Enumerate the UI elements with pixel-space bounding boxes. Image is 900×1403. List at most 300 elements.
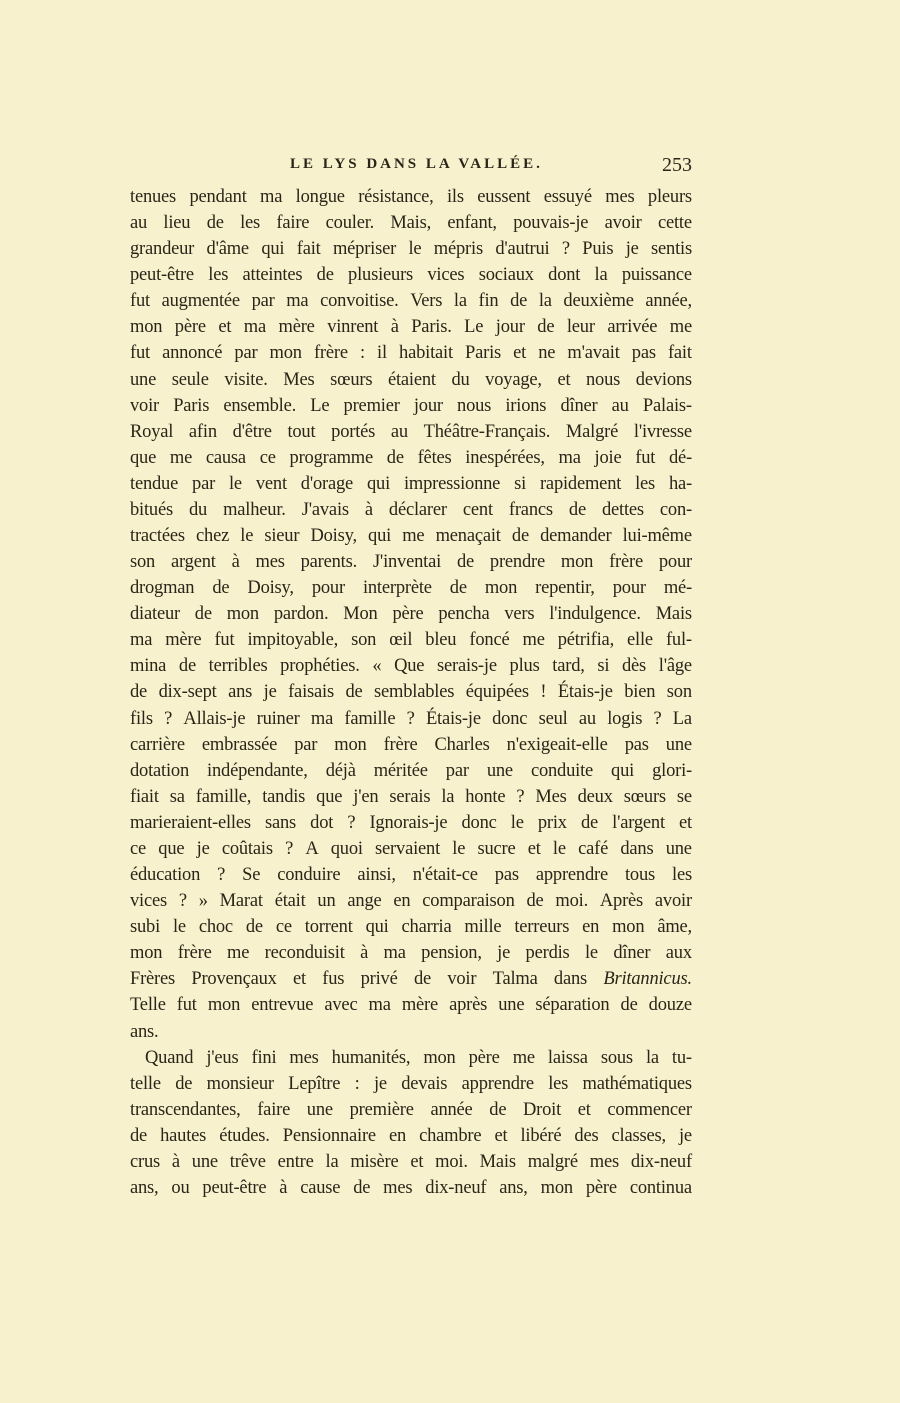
word: libéré	[520, 1125, 562, 1146]
text-line	[130, 445, 692, 471]
text-line	[130, 314, 692, 340]
word: l'indulgence.	[549, 604, 641, 625]
word: d'autrui	[495, 239, 550, 260]
word: mon	[540, 1177, 573, 1198]
word: au	[390, 421, 408, 442]
word: tenues	[130, 187, 177, 207]
word: Paris	[465, 343, 502, 364]
word: la	[453, 291, 467, 312]
text-line	[130, 340, 692, 366]
word: mépris	[433, 239, 483, 260]
word: humanités,	[331, 1047, 411, 1068]
word: douze	[648, 995, 692, 1016]
word: une	[306, 1099, 333, 1120]
word: éducation	[130, 865, 201, 886]
word: par	[192, 473, 216, 494]
word: augmentée	[161, 291, 240, 312]
word: parents.	[300, 552, 358, 573]
word: pour	[612, 578, 646, 599]
word: essuyé	[543, 187, 592, 207]
word: ainsi,	[357, 865, 396, 886]
word: jour	[495, 317, 525, 338]
word: son	[666, 682, 692, 703]
word: l'argent	[612, 812, 665, 833]
word: je	[196, 838, 210, 859]
word: était	[274, 891, 306, 912]
word: de	[206, 213, 224, 234]
word: Pensionnaire	[282, 1125, 376, 1146]
word: continua	[629, 1177, 692, 1198]
word: à	[279, 1177, 288, 1198]
word: tu-	[671, 1047, 692, 1068]
word: fait	[667, 343, 692, 364]
word: sentis	[651, 239, 692, 260]
word: Quand	[145, 1047, 194, 1068]
word: du	[451, 369, 470, 390]
word: voyage,	[485, 369, 542, 390]
word: ?	[285, 838, 294, 859]
word: pour	[311, 578, 345, 599]
word: famille,	[195, 786, 252, 807]
word: puissance	[621, 265, 692, 286]
word: logis	[607, 708, 643, 729]
word: dot	[310, 812, 334, 833]
word: une	[191, 1151, 218, 1172]
word: prophéties.	[280, 656, 360, 677]
word: choc	[198, 917, 233, 938]
word: mon	[560, 552, 594, 573]
word: impressionne	[403, 473, 501, 494]
word: ma	[558, 447, 581, 468]
word: chambre	[419, 1125, 482, 1146]
word: con-	[659, 499, 692, 520]
word: faisais	[288, 682, 334, 703]
word: grandeur	[130, 239, 195, 260]
word: jour	[413, 395, 443, 416]
word: convoitise.	[320, 291, 399, 312]
word: de	[130, 1125, 148, 1146]
word: qui	[366, 473, 391, 494]
word: foncé	[469, 630, 510, 651]
word: sa	[169, 786, 185, 807]
word: de	[194, 604, 212, 625]
word: Lepître	[288, 1073, 341, 1094]
word: et	[679, 812, 692, 833]
text-line	[130, 940, 692, 966]
word: fêtes	[417, 447, 452, 468]
word: et	[494, 1125, 508, 1146]
text-line	[130, 262, 692, 288]
word: torrent	[304, 917, 353, 938]
word: faire	[276, 213, 310, 234]
word: fut	[176, 995, 197, 1016]
word: une	[130, 369, 157, 390]
text-line	[130, 288, 692, 314]
word: indépendante,	[207, 760, 308, 781]
word: mon	[423, 1047, 456, 1068]
word: si	[514, 473, 527, 494]
word: de	[511, 526, 529, 547]
word: ma	[260, 187, 283, 207]
word: sucre	[477, 838, 516, 859]
word: équipées	[465, 682, 529, 703]
word: »	[198, 891, 208, 912]
word: la	[645, 1047, 659, 1068]
word: fait	[296, 239, 321, 260]
word: lui-même	[622, 526, 692, 547]
word: Le	[464, 317, 484, 338]
word: à	[171, 1151, 180, 1172]
word: mon	[334, 734, 367, 755]
word: de	[620, 995, 638, 1016]
word: prix	[537, 812, 567, 833]
word: mé-	[663, 578, 692, 599]
word: mes	[605, 187, 635, 207]
word: Mais	[479, 1151, 516, 1172]
word: par	[251, 291, 275, 312]
word: mes	[589, 1151, 619, 1172]
word: deux	[577, 786, 613, 807]
word: à	[364, 499, 373, 520]
word: de	[537, 317, 555, 338]
word: Charles	[434, 734, 490, 755]
word: Royal	[130, 421, 174, 442]
word: cette	[657, 213, 692, 234]
word: que	[158, 838, 185, 859]
word: tandis	[262, 786, 306, 807]
word: sieur	[264, 526, 300, 547]
word: Marat	[219, 891, 263, 912]
word: !	[540, 682, 547, 703]
word: je	[373, 1073, 387, 1094]
text-line	[130, 367, 692, 393]
text-line	[130, 758, 692, 784]
word: Droit	[523, 1099, 562, 1120]
word: mon	[484, 578, 518, 599]
word: serais-je	[437, 656, 497, 677]
word: une	[498, 995, 525, 1016]
word: Malgré	[565, 421, 619, 442]
word: n'exigeait-elle	[506, 734, 608, 755]
word: J'avais	[301, 499, 349, 520]
text-line	[130, 419, 692, 445]
word: mina	[130, 656, 167, 677]
word: Mes	[283, 369, 315, 390]
word: fiait	[130, 786, 159, 807]
word: et	[513, 343, 527, 364]
word: conduire	[277, 865, 341, 886]
italic-title: Britannicus.	[603, 969, 692, 990]
text-line	[130, 601, 692, 627]
word: mes	[255, 552, 285, 573]
word: ans	[228, 682, 253, 703]
word: de	[489, 1099, 507, 1120]
text-line	[130, 393, 692, 419]
word: de	[456, 552, 475, 573]
word: voir	[447, 969, 477, 990]
word: au	[611, 395, 629, 416]
word: d'être	[232, 421, 272, 442]
word: voir	[130, 395, 160, 416]
word: terreurs	[514, 917, 570, 938]
word: la	[325, 1151, 339, 1172]
word: la	[441, 786, 455, 807]
word: ruiner	[256, 708, 300, 729]
word: apprendre	[535, 865, 608, 886]
word: hautes	[160, 1125, 207, 1146]
word: n'était-ce	[412, 865, 478, 886]
word: un	[317, 891, 336, 912]
word: comparaison	[422, 891, 515, 912]
text-line	[130, 706, 692, 732]
word: malgré	[527, 1151, 578, 1172]
word: pendant	[189, 187, 247, 207]
word: de	[580, 812, 599, 833]
word: si	[597, 656, 610, 677]
word: ful-	[665, 630, 692, 651]
word: le	[584, 943, 598, 964]
word: et	[293, 969, 306, 990]
word: à	[231, 552, 240, 573]
word: :	[354, 1073, 360, 1094]
word: programme	[289, 447, 373, 468]
word: pension,	[421, 943, 482, 964]
word: couler.	[325, 213, 375, 234]
word: père	[392, 604, 424, 625]
text-line	[130, 836, 692, 862]
word: œil	[389, 630, 413, 651]
word: fin	[478, 291, 499, 312]
text-line	[130, 732, 692, 758]
text-line	[130, 236, 692, 262]
word: père	[468, 1047, 500, 1068]
word: Après	[599, 891, 644, 912]
word: mon	[130, 943, 163, 964]
word: privé	[360, 969, 398, 990]
word: Paris	[173, 395, 210, 416]
word: qui	[611, 760, 635, 781]
word: ?	[347, 812, 356, 833]
word: vers	[504, 604, 535, 625]
word: causa	[205, 447, 246, 468]
word: de	[413, 969, 431, 990]
word: peut-être	[202, 1177, 267, 1198]
word: dès	[622, 656, 647, 677]
page-header	[130, 154, 692, 180]
word: glori-	[652, 760, 692, 781]
word: ?	[217, 865, 226, 886]
word: tendue	[130, 473, 179, 494]
word: Mes	[535, 786, 567, 807]
word: devais	[401, 1073, 448, 1094]
word: étaient	[387, 369, 436, 390]
word: Doisy,	[247, 578, 294, 599]
word: par	[234, 343, 258, 364]
word: drogman	[130, 578, 195, 599]
word: la	[594, 265, 608, 286]
word: cause	[300, 1177, 341, 1198]
word: sans	[265, 812, 297, 833]
text-line	[130, 679, 692, 705]
word: frère	[177, 943, 212, 964]
word: ?	[178, 891, 187, 912]
word: avoir	[604, 213, 642, 234]
word: pas	[631, 343, 656, 364]
word: tard,	[552, 656, 585, 677]
text-line	[130, 992, 692, 1018]
word: Telle	[130, 995, 166, 1016]
word: Puis	[582, 239, 614, 260]
word: marieraient-elles	[130, 812, 251, 833]
word: dix-neuf	[425, 1177, 487, 1198]
word: crus	[130, 1151, 161, 1172]
word: ne	[538, 343, 556, 364]
word: impitoyable,	[247, 630, 339, 651]
word: terribles	[208, 656, 268, 677]
word: La	[672, 708, 692, 729]
word: je	[263, 682, 277, 703]
word: sociaux	[478, 265, 534, 286]
word: :	[359, 343, 365, 364]
text-line	[130, 888, 692, 914]
word: arrivée	[607, 317, 658, 338]
word: fus	[322, 969, 345, 990]
word: tous	[624, 865, 656, 886]
word: ma	[130, 630, 153, 651]
word: pencha	[438, 604, 490, 625]
word: perdis	[525, 943, 570, 964]
word: l'ivresse	[633, 421, 692, 442]
text-line	[130, 210, 692, 236]
word: j'en	[353, 786, 379, 807]
word: laissa	[547, 1047, 588, 1068]
word: qui	[368, 526, 392, 547]
text-line	[130, 914, 692, 940]
word: ange	[347, 891, 382, 912]
word: Palais-	[642, 395, 692, 416]
word: dettes	[601, 499, 644, 520]
word: leur	[566, 317, 595, 338]
word: portés	[331, 421, 376, 442]
word: quoi	[330, 838, 363, 859]
word: mépriser	[332, 239, 397, 260]
word: fini	[251, 1047, 277, 1068]
word: servaient	[375, 838, 441, 859]
word: fils	[130, 708, 153, 729]
word: atteintes	[242, 265, 303, 286]
text-line	[130, 1045, 692, 1071]
word: bitués	[130, 499, 173, 520]
text-line	[130, 471, 692, 497]
word: avoir	[654, 891, 692, 912]
word: moi.	[435, 1151, 468, 1172]
word: ha-	[668, 473, 692, 494]
word: Ignorais-je	[369, 812, 448, 833]
word: café	[578, 838, 609, 859]
word: Paris.	[411, 317, 452, 338]
word: elle	[627, 630, 653, 651]
word: du	[189, 499, 208, 520]
word: pardon.	[273, 604, 329, 625]
word: inespérées,	[465, 447, 545, 468]
word: famille	[344, 708, 396, 729]
word: dont	[548, 265, 581, 286]
word: études.	[219, 1125, 270, 1146]
word: mes	[289, 1047, 319, 1068]
word: apprendre	[461, 1073, 534, 1094]
word: il	[377, 343, 387, 364]
word: ensemble.	[223, 395, 297, 416]
word: de	[245, 917, 263, 938]
word: dîner	[560, 395, 598, 416]
word: nous	[457, 395, 492, 416]
word: vinrent	[327, 317, 379, 338]
word: vices	[427, 265, 465, 286]
word: sœurs	[623, 786, 666, 807]
word: ?	[561, 239, 570, 260]
word: Mais,	[390, 213, 432, 234]
word: Provençaux	[191, 969, 277, 990]
word: commencer	[607, 1099, 692, 1120]
word: j'eus	[206, 1047, 239, 1068]
word: dîner	[613, 943, 651, 964]
word: pour	[658, 552, 692, 573]
word: entrevue	[251, 995, 314, 1016]
word: donc	[461, 812, 497, 833]
word: je	[678, 1125, 692, 1146]
word: une	[665, 734, 692, 755]
word: trêve	[229, 1151, 266, 1172]
word: par	[445, 760, 469, 781]
word: les	[635, 473, 656, 494]
word: de	[345, 682, 363, 703]
word: ma	[243, 317, 266, 338]
word: me	[227, 943, 250, 964]
word: A	[305, 838, 319, 859]
word: ce	[130, 838, 147, 859]
word: de	[568, 499, 586, 520]
word: pleurs	[647, 187, 692, 207]
word: dix-neuf	[630, 1151, 692, 1172]
word: de	[212, 578, 230, 599]
word: frère	[313, 343, 348, 364]
word: habitait	[399, 343, 453, 364]
word: qui	[365, 917, 389, 938]
word: malheur.	[223, 499, 286, 520]
word: seule	[171, 369, 209, 390]
word: ma	[310, 708, 334, 729]
word: ma	[383, 943, 406, 964]
word: lieu	[163, 213, 191, 234]
word: mon	[207, 995, 241, 1016]
word: fut	[130, 343, 150, 364]
word: ils	[446, 187, 464, 207]
word: cent	[462, 499, 493, 520]
word: le	[240, 526, 254, 547]
word: de	[175, 1073, 193, 1094]
word: se	[676, 786, 692, 807]
word: dans	[553, 969, 588, 990]
word: devions	[635, 369, 692, 390]
word: joie	[594, 447, 622, 468]
word: de	[178, 656, 196, 677]
word: mon	[269, 343, 302, 364]
word: ?	[653, 708, 662, 729]
word: ?	[406, 708, 415, 729]
word: francs	[508, 499, 553, 520]
word: de	[386, 447, 404, 468]
word: sœurs	[330, 369, 373, 390]
